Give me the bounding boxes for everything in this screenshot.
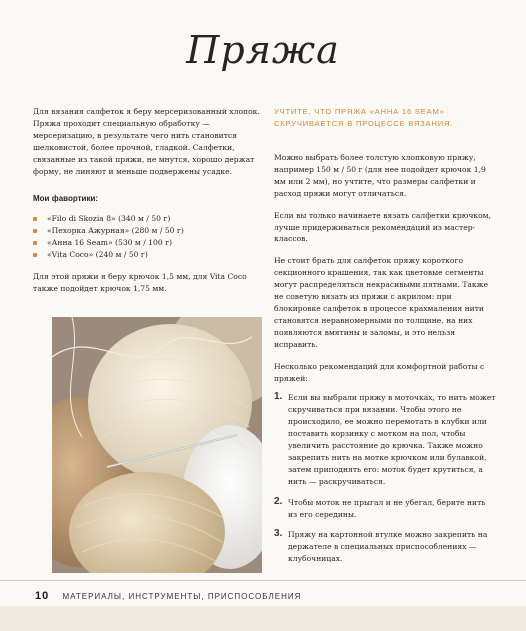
list-item: «Filo di Skozia 8» (340 м / 50 г) — [33, 213, 261, 225]
page-footer — [35, 590, 301, 602]
accent-note: УЧТИТЕ, ЧТО ПРЯЖА «АННА 16 SEAM» СКРУЧИВАЕТСЯ В ПРОЦЕССЕ ВЯЗАНИЯ. — [274, 107, 454, 128]
tip-number: 2. — [274, 495, 283, 507]
page-number: 10 — [35, 590, 50, 602]
list-item — [274, 529, 496, 565]
tips-intro: Несколько рекомендаций для комфортной работы с пряжей: — [274, 361, 485, 383]
intro-paragraph: Для вязания салфеток я беру мерсеризованный хлопок. Пряжа проходит специальную обработку — мерсеризацию, в результате чего нить становится шелковистой, более прочной, гладкой. Салфетки, связанные из такой пряжи, не мнутся, хорошо держат форму, не линяют и меньше подвержены усадке. — [33, 107, 260, 176]
list-item — [274, 497, 496, 521]
list-item — [274, 392, 496, 487]
list-item: «Анна 16 Seam» (530 м / 100 г) — [33, 237, 261, 249]
paragraph: Можно выбрать более толстую хлопковую пряжу, например 150 м / 50 г (для нее подойдет крючок 1,9 мм или 2 мм), но учтите, что размеры салфетки и расход пряжи могут отличаться. — [274, 153, 486, 198]
list-item: «Пехорка Ажурная» (280 м / 50 г) — [33, 225, 261, 237]
tip-number: 1. — [274, 391, 283, 403]
list-item: «Vita Coco» (240 м / 50 г) — [33, 249, 261, 261]
tip-number: 3. — [274, 528, 283, 540]
tip-text: Пряжу на картонной втулке можно закрепить на держателе в специальных приспособлениях — клубочницах. — [288, 530, 488, 564]
yarn-balls-image — [52, 317, 262, 573]
page-title: Пряжа — [186, 28, 340, 72]
section-title: МАТЕРИАЛЫ, ИНСТРУМЕНТЫ, ПРИСПОСОБЛЕНИЯ — [62, 592, 302, 601]
favorites-list — [33, 213, 261, 261]
yarn-photo — [52, 317, 262, 573]
paragraph: Если вы только начинаете вязать салфетки крючком, лучше придерживаться рекомендаций из мастер-классов. — [274, 210, 491, 244]
tip-text: Если вы выбрали пряжу в моточках, то нить может скручиваться при вязании. Чтобы этого не происходило, ее можно перемотать в клубки или поставить корзинку с мотком на пол, чтобы увеличить расстояние до крючка. Также можно закрепить нить на мотке крючком или булавкой, затем приподнять его: моток будет крутиться, а нить — раскручиваться. — [288, 393, 496, 486]
favorites-heading: Мои фавортики: — [33, 194, 99, 204]
left-column — [33, 106, 261, 295]
right-column — [274, 106, 496, 574]
tip-text: Чтобы моток не прыгал и не убегал, берите нить из его середины. — [288, 497, 486, 519]
footer-divider — [0, 580, 526, 581]
tips-list — [274, 392, 496, 565]
paragraph: Не стоит брать для салфеток пряжу короткого секционного крашения, так как цветовые сегменты могут распределяться некрасивыми пятнами. Также не советую вязать из пряжи с акрилом: при блокировке салфеток в процессе крахмаления нити становятся неравномерными по толщине, на них появляются вмятины и заломы, и это нельзя исправить. — [274, 256, 489, 349]
hook-note: Для этой пряжи я беру крючок 1,5 мм, для Vita Coco также подойдет крючок 1,75 мм. — [33, 271, 247, 293]
footer-band — [0, 606, 526, 631]
